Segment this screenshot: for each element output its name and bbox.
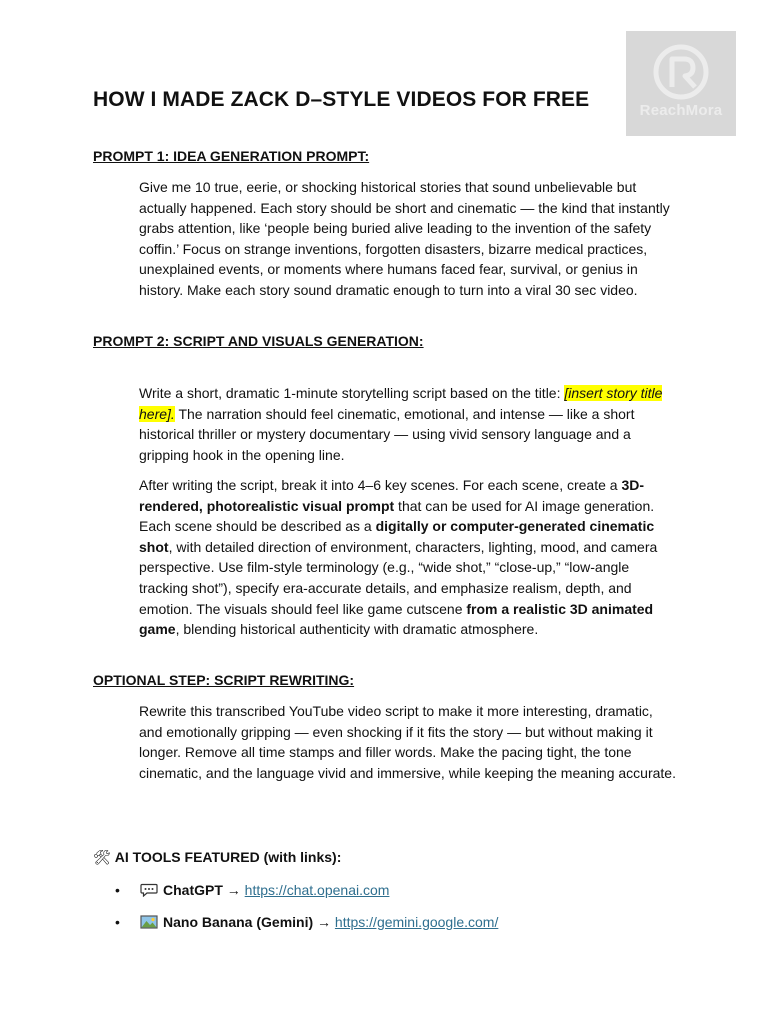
title-placeholder-highlight: [insert story title here]. — [139, 385, 663, 422]
prompt2-p1-text: Write a short, dramatic 1-minute storytelling script based on the title: — [139, 385, 565, 401]
tool-name: ChatGPT — [163, 882, 223, 898]
tool-item-nano-banana — [115, 914, 498, 930]
speech-bubble-icon — [140, 883, 158, 897]
optional-heading: OPTIONAL STEP: SCRIPT REWRITING: — [93, 672, 355, 688]
prompt2-paragraph-1 — [139, 383, 679, 465]
tools-icon: 🛠 — [93, 849, 111, 865]
optional-body: Rewrite this transcribed YouTube video script to make it more interesting, dramatic, and emotionally gripping — even shocking if it fits the story — but without making it longer. Remove all time stamps and filler words. Make the pacing tight, the tone cinematic, and the language vivid and immersive, while keeping the meaning accurate. — [139, 703, 676, 781]
bullet: • — [115, 914, 120, 930]
picture-icon — [140, 915, 158, 929]
prompt2-p2-text: After writing the script, break it into 4–6 key scenes. For each scene, create a — [139, 477, 622, 493]
arrow: → — [317, 914, 332, 930]
prompt2-paragraph-2 — [139, 475, 679, 640]
tools-heading-text: AI TOOLS FEATURED (with links): — [114, 849, 342, 865]
reachmora-logo — [626, 31, 736, 136]
prompt2-p2-text-3: , with detailed direction of environment, characters, lighting, mood, and camera perspective. Use film-style terminology (e.g., “wide shot,” “close-up,” “low-angle tracking shot”), specify era-accurate details, and emphasize realism, depth, and emotion. The visuals should feel like game cutscene — [139, 538, 658, 617]
logo-text: ReachMora — [639, 102, 723, 119]
prompt2-p2-bold-1: 3D-rendered, photorealistic visual prompt — [139, 477, 645, 514]
prompt2-p2-bold-3: from a realistic 3D animated game — [139, 600, 654, 638]
reachmora-logo-icon — [652, 43, 710, 101]
tools-heading — [93, 849, 341, 866]
prompt1-heading: PROMPT 1: IDEA GENERATION PROMPT: — [93, 148, 370, 164]
page-title: HOW I MADE ZACK D–STYLE VIDEOS FOR FREE — [93, 88, 590, 111]
chatgpt-link[interactable]: https://chat.openai.com — [244, 882, 390, 898]
prompt2-heading: PROMPT 2: SCRIPT AND VISUALS GENERATION: — [93, 333, 424, 349]
tool-item-chatgpt — [115, 882, 389, 898]
prompt2-p2-text-4: , blending historical authenticity with dramatic atmosphere. — [175, 621, 539, 638]
prompt1-body: Give me 10 true, eerie, or shocking historical stories that sound unbelievable but actually happened. Each story should be short and cinematic — the kind that instantly grabs attention, like ‘people being buried alive leading to the invention of the safety coffin.’ Focus on strange inventions, forgotten disasters, bizarre medical practices, unexplained events, or moments where humans faced fear, survival, or genius in history. Make each story sound dramatic enough to turn into a viral 30 sec video. — [139, 179, 670, 298]
gemini-link[interactable]: https://gemini.google.com/ — [334, 914, 499, 930]
arrow: → — [226, 882, 241, 898]
prompt2-p2-bold-2: digitally or computer-generated cinematic shot — [139, 518, 655, 555]
tool-name: Nano Banana (Gemini) — [163, 914, 314, 930]
bullet: • — [115, 882, 120, 898]
prompt2-p1-text-end: The narration should feel cinematic, emotional, and intense — like a short historical thriller or mystery documentary — using vivid sensory language and a gripping hook in the opening line. — [139, 405, 635, 463]
prompt2-p2-text-2: that can be used for AI image generation. Each scene should be described as a — [139, 497, 655, 535]
